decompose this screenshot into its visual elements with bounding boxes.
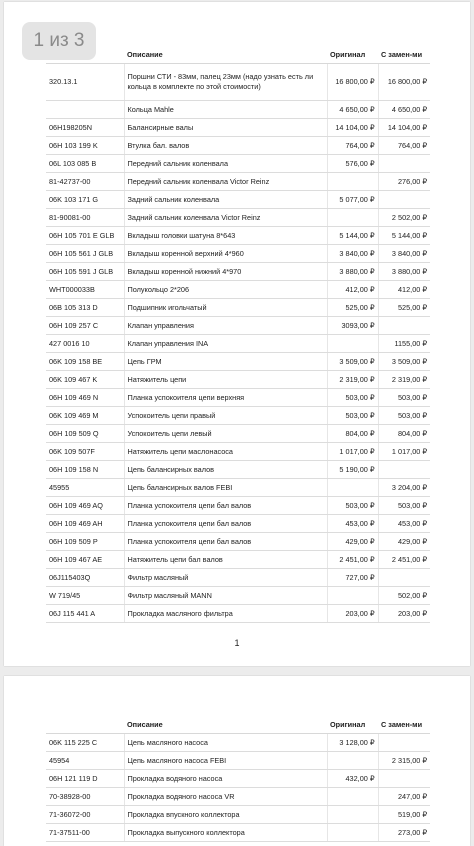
part-code-cell: 06H 105 701 E GLB	[46, 227, 124, 245]
original-price-cell: 412,00 ₽	[327, 281, 378, 299]
original-price-cell: 2 451,00 ₽	[327, 551, 378, 569]
part-code-cell: 06H 121 119 D	[46, 770, 124, 788]
table-row	[46, 734, 430, 752]
part-code-cell: 06H 109 469 AH	[46, 515, 124, 533]
part-code-cell: 06J 115 441 A	[46, 605, 124, 623]
original-price-cell	[327, 587, 378, 605]
original-price-cell	[327, 752, 378, 770]
original-price-cell: 3 840,00 ₽	[327, 245, 378, 263]
description-cell: Вкладыш коренной нижний 4*970	[124, 263, 327, 281]
part-code-cell: 06K 109 467 K	[46, 371, 124, 389]
description-cell: Планка успокоителя цепи бал валов	[124, 533, 327, 551]
original-price-cell: 5 077,00 ₽	[327, 191, 378, 209]
table-row	[46, 353, 430, 371]
replacement-price-cell: 203,00 ₽	[378, 605, 430, 623]
table-row	[46, 569, 430, 587]
header-original: Оригинал	[327, 715, 378, 734]
part-code-cell: 71-37511-00	[46, 824, 124, 842]
description-cell: Втулка бал. валов	[124, 137, 327, 155]
description-cell: Балансирные валы	[124, 119, 327, 137]
replacement-price-cell: 2 502,00 ₽	[378, 209, 430, 227]
replacement-price-cell: 1 017,00 ₽	[378, 443, 430, 461]
replacement-price-cell: 16 800,00 ₽	[378, 64, 430, 101]
original-price-cell: 804,00 ₽	[327, 425, 378, 443]
replacement-price-cell: 502,00 ₽	[378, 587, 430, 605]
part-code-cell: 71-36072-00	[46, 806, 124, 824]
description-cell: Цепь масляного насоса	[124, 734, 327, 752]
part-code-cell: W 719/45	[46, 587, 124, 605]
part-code-cell: 06K 115 225 C	[46, 734, 124, 752]
description-cell: Планка успокоителя цепи бал валов	[124, 515, 327, 533]
description-cell: Фильтр масляный MANN	[124, 587, 327, 605]
part-code-cell: 06J115403Q	[46, 569, 124, 587]
original-price-cell: 3 128,00 ₽	[327, 734, 378, 752]
table-row	[46, 389, 430, 407]
part-code-cell: 06H 103 199 K	[46, 137, 124, 155]
part-code-cell: 06H 105 561 J GLB	[46, 245, 124, 263]
description-cell: Передний сальник коленвала Victor Reinz	[124, 173, 327, 191]
description-cell: Клапан управления	[124, 317, 327, 335]
header-code	[46, 715, 124, 734]
original-price-cell	[327, 209, 378, 227]
original-price-cell	[327, 806, 378, 824]
original-price-cell	[327, 479, 378, 497]
replacement-price-cell	[378, 770, 430, 788]
description-cell: Вкладыш коренной верхний 4*960	[124, 245, 327, 263]
replacement-price-cell: 2 451,00 ₽	[378, 551, 430, 569]
replacement-price-cell: 3 204,00 ₽	[378, 479, 430, 497]
table-row	[46, 371, 430, 389]
table-row	[46, 335, 430, 353]
replacement-price-cell: 276,00 ₽	[378, 173, 430, 191]
description-cell: Задний сальник коленвала Victor Reinz	[124, 209, 327, 227]
description-cell: Фильтр масляный	[124, 569, 327, 587]
description-cell: Цепь масляного насоса FEBI	[124, 752, 327, 770]
part-code-cell: 81-90081-00	[46, 209, 124, 227]
parts-table	[46, 45, 430, 623]
part-code-cell: 70-38928-00	[46, 788, 124, 806]
original-price-cell: 503,00 ₽	[327, 407, 378, 425]
table-row	[46, 155, 430, 173]
part-code-cell: 06B 105 313 D	[46, 299, 124, 317]
table-row	[46, 497, 430, 515]
replacement-price-cell: 4 650,00 ₽	[378, 101, 430, 119]
description-cell: Цепь ГРМ	[124, 353, 327, 371]
original-price-cell	[327, 788, 378, 806]
table-row	[46, 119, 430, 137]
parts-table	[46, 715, 430, 842]
table-row	[46, 64, 430, 101]
table-row	[46, 299, 430, 317]
replacement-price-cell	[378, 317, 430, 335]
table-row	[46, 227, 430, 245]
replacement-price-cell: 804,00 ₽	[378, 425, 430, 443]
replacement-price-cell	[378, 155, 430, 173]
part-code-cell: 06H 105 591 J GLB	[46, 263, 124, 281]
replacement-price-cell: 453,00 ₽	[378, 515, 430, 533]
replacement-price-cell: 503,00 ₽	[378, 389, 430, 407]
document-page-1	[4, 2, 470, 666]
part-code-cell: 06K 109 158 BE	[46, 353, 124, 371]
table-row	[46, 515, 430, 533]
part-code-cell: 06H198205N	[46, 119, 124, 137]
original-price-cell: 5 190,00 ₽	[327, 461, 378, 479]
table-header-row	[46, 715, 430, 734]
part-code-cell: 06H 109 509 P	[46, 533, 124, 551]
replacement-price-cell: 273,00 ₽	[378, 824, 430, 842]
original-price-cell: 1 017,00 ₽	[327, 443, 378, 461]
replacement-price-cell: 519,00 ₽	[378, 806, 430, 824]
part-code-cell: 320.13.1	[46, 64, 124, 101]
description-cell: Успокоитель цепи левый	[124, 425, 327, 443]
replacement-price-cell: 764,00 ₽	[378, 137, 430, 155]
original-price-cell: 2 319,00 ₽	[327, 371, 378, 389]
document-page-2	[4, 676, 470, 846]
description-cell: Кольца Mahle	[124, 101, 327, 119]
original-price-cell: 203,00 ₽	[327, 605, 378, 623]
replacement-price-cell: 5 144,00 ₽	[378, 227, 430, 245]
part-code-cell: 06H 109 509 Q	[46, 425, 124, 443]
part-code-cell: 45955	[46, 479, 124, 497]
replacement-price-cell: 429,00 ₽	[378, 533, 430, 551]
original-price-cell: 3093,00 ₽	[327, 317, 378, 335]
page-number: 1	[234, 638, 240, 648]
replacement-price-cell: 14 104,00 ₽	[378, 119, 430, 137]
part-code-cell: 81-42737-00	[46, 173, 124, 191]
part-code-cell: 06H 109 469 N	[46, 389, 124, 407]
part-code-cell	[46, 101, 124, 119]
part-code-cell: 06K 109 507F	[46, 443, 124, 461]
description-cell: Цепь балансирных валов	[124, 461, 327, 479]
table-row	[46, 245, 430, 263]
replacement-price-cell: 3 509,00 ₽	[378, 353, 430, 371]
part-code-cell: 06K 109 469 M	[46, 407, 124, 425]
replacement-price-cell: 3 880,00 ₽	[378, 263, 430, 281]
table-row	[46, 209, 430, 227]
part-code-cell: WHT000033B	[46, 281, 124, 299]
original-price-cell	[327, 173, 378, 191]
table-row	[46, 137, 430, 155]
description-cell: Планка успокоителя цепи бал валов	[124, 497, 327, 515]
description-cell: Поршни СТИ - 83мм, палец 23мм (надо узнать есть ли кольца в комплекте по этой стоимости)	[124, 64, 327, 101]
description-cell: Планка успокоителя цепи верхняя	[124, 389, 327, 407]
part-code-cell: 45954	[46, 752, 124, 770]
part-code-cell: 06H 109 469 AQ	[46, 497, 124, 515]
table-row	[46, 479, 430, 497]
replacement-price-cell: 3 840,00 ₽	[378, 245, 430, 263]
replacement-price-cell: 525,00 ₽	[378, 299, 430, 317]
description-cell: Передний сальник коленвала	[124, 155, 327, 173]
replacement-price-cell: 2 319,00 ₽	[378, 371, 430, 389]
original-price-cell	[327, 824, 378, 842]
replacement-price-cell: 247,00 ₽	[378, 788, 430, 806]
part-code-cell: 06L 103 085 B	[46, 155, 124, 173]
original-price-cell: 3 509,00 ₽	[327, 353, 378, 371]
description-cell: Успокоитель цепи правый	[124, 407, 327, 425]
description-cell: Натяжитель цепи	[124, 371, 327, 389]
original-price-cell: 3 880,00 ₽	[327, 263, 378, 281]
table-row	[46, 191, 430, 209]
table-row	[46, 407, 430, 425]
part-code-cell: 06H 109 257 C	[46, 317, 124, 335]
table-header-row	[46, 45, 430, 64]
original-price-cell	[327, 335, 378, 353]
table-row	[46, 806, 430, 824]
description-cell: Задний сальник коленвала	[124, 191, 327, 209]
description-cell: Прокладка впускного коллектора	[124, 806, 327, 824]
page-indicator-badge: 1 из 3	[22, 22, 96, 60]
original-price-cell: 525,00 ₽	[327, 299, 378, 317]
table-row	[46, 101, 430, 119]
part-code-cell: 06H 109 467 AE	[46, 551, 124, 569]
original-price-cell: 429,00 ₽	[327, 533, 378, 551]
description-cell: Вкладыш головки шатуна 8*643	[124, 227, 327, 245]
original-price-cell: 576,00 ₽	[327, 155, 378, 173]
table-row	[46, 425, 430, 443]
description-cell: Прокладка выпускного коллектора	[124, 824, 327, 842]
original-price-cell: 453,00 ₽	[327, 515, 378, 533]
description-cell: Прокладка водяного насоса	[124, 770, 327, 788]
original-price-cell: 14 104,00 ₽	[327, 119, 378, 137]
replacement-price-cell: 503,00 ₽	[378, 497, 430, 515]
description-cell: Натяжитель цепи маслонасоса	[124, 443, 327, 461]
replacement-price-cell: 2 315,00 ₽	[378, 752, 430, 770]
part-code-cell: 06K 103 171 G	[46, 191, 124, 209]
original-price-cell: 16 800,00 ₽	[327, 64, 378, 101]
table-row	[46, 263, 430, 281]
description-cell: Подшипник игольчатый	[124, 299, 327, 317]
original-price-cell: 503,00 ₽	[327, 389, 378, 407]
replacement-price-cell: 503,00 ₽	[378, 407, 430, 425]
table-row	[46, 317, 430, 335]
table-row	[46, 770, 430, 788]
table-row	[46, 533, 430, 551]
description-cell: Прокладка водяного насоса VR	[124, 788, 327, 806]
original-price-cell: 727,00 ₽	[327, 569, 378, 587]
table-row	[46, 443, 430, 461]
replacement-price-cell: 412,00 ₽	[378, 281, 430, 299]
table-row	[46, 788, 430, 806]
table-row	[46, 281, 430, 299]
original-price-cell: 432,00 ₽	[327, 770, 378, 788]
table-row	[46, 752, 430, 770]
description-cell: Натяжитель цепи бал валов	[124, 551, 327, 569]
header-replacement: С замен-ми	[378, 715, 430, 734]
table-row	[46, 605, 430, 623]
table-row	[46, 587, 430, 605]
original-price-cell: 764,00 ₽	[327, 137, 378, 155]
header-description: Описание	[124, 715, 327, 734]
original-price-cell: 503,00 ₽	[327, 497, 378, 515]
table-row	[46, 551, 430, 569]
replacement-price-cell: 1155,00 ₽	[378, 335, 430, 353]
original-price-cell: 5 144,00 ₽	[327, 227, 378, 245]
part-code-cell: 427 0016 10	[46, 335, 124, 353]
table-row	[46, 173, 430, 191]
replacement-price-cell	[378, 191, 430, 209]
description-cell: Клапан управления INA	[124, 335, 327, 353]
header-original: Оригинал	[327, 45, 378, 64]
header-description: Описание	[124, 45, 327, 64]
table-row	[46, 461, 430, 479]
replacement-price-cell	[378, 734, 430, 752]
description-cell: Цепь балансирных валов FEBI	[124, 479, 327, 497]
header-replacement: С замен-ми	[378, 45, 430, 64]
table-row	[46, 824, 430, 842]
description-cell: Полукольцо 2*206	[124, 281, 327, 299]
original-price-cell: 4 650,00 ₽	[327, 101, 378, 119]
replacement-price-cell	[378, 461, 430, 479]
part-code-cell: 06H 109 158 N	[46, 461, 124, 479]
replacement-price-cell	[378, 569, 430, 587]
description-cell: Прокладка масляного фильтра	[124, 605, 327, 623]
